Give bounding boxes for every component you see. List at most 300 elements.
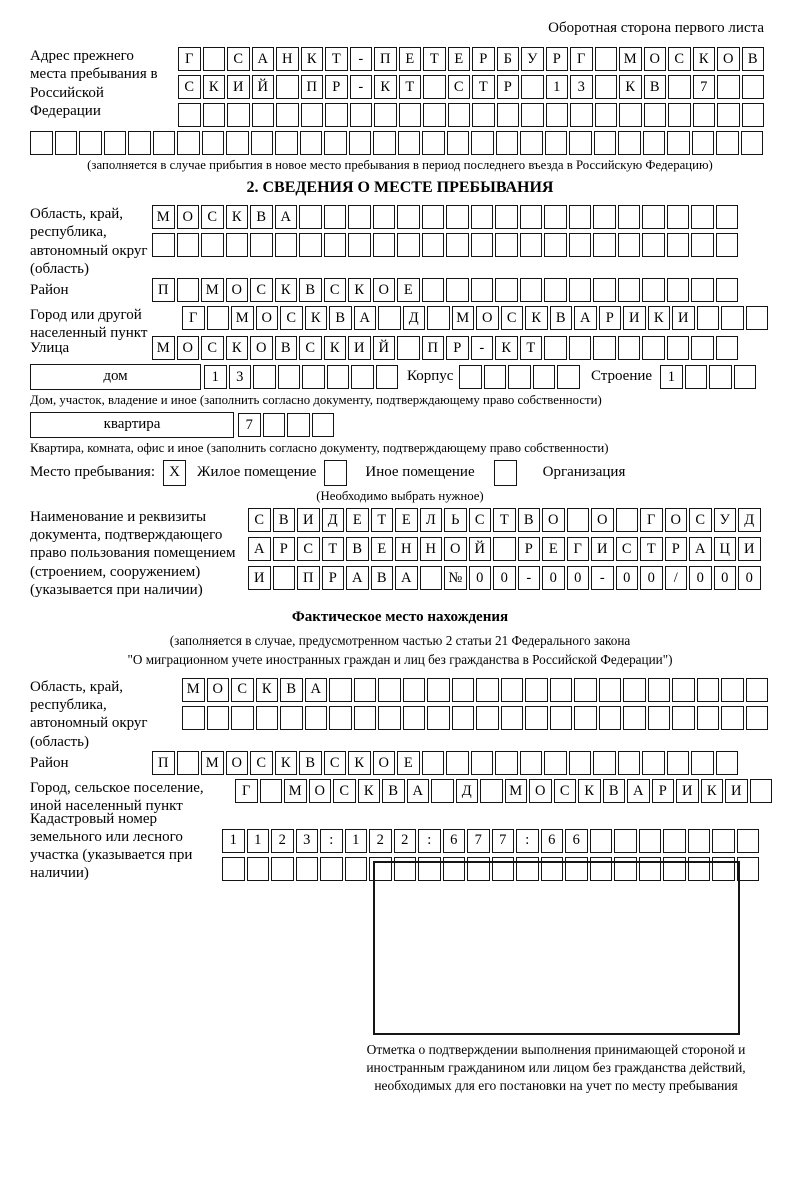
char-cell <box>618 336 641 360</box>
char-cell: В <box>346 537 369 561</box>
char-cell: 1 <box>660 365 683 389</box>
char-cell <box>348 233 371 257</box>
char-cell: О <box>256 306 279 330</box>
section2-title: 2. СВЕДЕНИЯ О МЕСТЕ ПРЕБЫВАНИЯ <box>246 179 554 196</box>
char-cell <box>30 131 53 155</box>
char-cell <box>569 131 592 155</box>
char-cell <box>750 779 773 803</box>
char-cell <box>688 857 711 881</box>
char-cell <box>178 103 201 127</box>
char-cell: С <box>280 306 303 330</box>
dom-note: Дом, участок, владение и иное (заполнить согласно документу, подтверждающему право собственности) <box>30 392 602 407</box>
char-cell <box>616 508 639 532</box>
kadastr-label: Кадастровый номер земельного или лесного участка (указывается при наличии) <box>30 810 193 882</box>
char-cell <box>484 365 507 389</box>
char-cell: 0 <box>493 566 516 590</box>
char-cell <box>276 103 299 127</box>
gorod-label: Город или другой населенный пункт <box>30 307 148 342</box>
char-cell: Ь <box>444 508 467 532</box>
char-cell <box>712 829 735 853</box>
char-cell <box>618 751 641 775</box>
char-cell: П <box>152 751 175 775</box>
char-cell <box>324 233 347 257</box>
char-cell <box>533 365 556 389</box>
char-cell <box>471 751 494 775</box>
char-cell <box>325 103 348 127</box>
char-cell <box>642 751 665 775</box>
char-cell: Г <box>570 47 593 71</box>
char-cell <box>280 706 303 730</box>
char-cell: П <box>152 278 175 302</box>
char-cell <box>663 829 686 853</box>
char-cell: 0 <box>738 566 761 590</box>
actual-location-note <box>30 632 770 669</box>
char-cell: К <box>305 306 328 330</box>
char-cell <box>256 706 279 730</box>
char-cell: Й <box>252 75 275 99</box>
char-cell <box>721 306 744 330</box>
char-cell <box>324 205 347 229</box>
char-cell: 7 <box>238 413 261 437</box>
char-cell: П <box>301 75 324 99</box>
char-cell: В <box>644 75 667 99</box>
char-cell: № <box>444 566 467 590</box>
gorod-row <box>182 306 768 330</box>
char-cell: В <box>273 508 296 532</box>
char-cell: И <box>676 779 699 803</box>
char-cell <box>619 103 642 127</box>
char-cell: Е <box>397 751 420 775</box>
char-cell <box>697 678 720 702</box>
char-cell <box>546 103 569 127</box>
char-cell <box>373 205 396 229</box>
char-cell <box>476 678 499 702</box>
char-cell <box>716 131 739 155</box>
char-cell <box>378 306 401 330</box>
char-cell <box>709 365 732 389</box>
actual-location-title: Фактическое место нахождения <box>291 609 509 626</box>
char-cell <box>595 75 618 99</box>
char-cell <box>642 233 665 257</box>
gorod2-row <box>235 779 772 803</box>
char-cell <box>427 678 450 702</box>
prev-address-label: Адрес прежнего места пребывания в Российской Федерации <box>30 48 158 119</box>
char-cell <box>593 751 616 775</box>
char-cell <box>667 205 690 229</box>
char-cell: Н <box>420 537 443 561</box>
char-cell <box>691 233 714 257</box>
char-cell <box>448 103 471 127</box>
char-cell: Т <box>423 47 446 71</box>
char-cell <box>508 365 531 389</box>
char-cell <box>639 857 662 881</box>
char-cell <box>570 103 593 127</box>
char-cell: К <box>619 75 642 99</box>
char-cell: О <box>542 508 565 532</box>
char-cell <box>397 205 420 229</box>
char-cell <box>721 706 744 730</box>
char-cell: С <box>227 47 250 71</box>
org-label: Организация <box>542 464 626 481</box>
char-cell: С <box>201 336 224 360</box>
char-cell <box>574 678 597 702</box>
char-cell: С <box>178 75 201 99</box>
char-cell <box>403 706 426 730</box>
char-cell: Р <box>518 537 541 561</box>
char-cell <box>350 103 373 127</box>
char-cell: 1 <box>247 829 270 853</box>
checkbox-inoe <box>324 460 347 486</box>
oblast2-row-2 <box>182 706 768 730</box>
char-cell <box>569 336 592 360</box>
char-cell: И <box>248 566 271 590</box>
char-cell <box>521 75 544 99</box>
char-cell <box>278 365 301 389</box>
char-cell <box>422 278 445 302</box>
char-cell <box>667 131 690 155</box>
char-cell <box>152 233 175 257</box>
char-cell <box>618 278 641 302</box>
char-cell <box>471 278 494 302</box>
char-cell: О <box>207 678 230 702</box>
char-cell: С <box>668 47 691 71</box>
char-cell <box>716 751 739 775</box>
char-cell: С <box>554 779 577 803</box>
char-cell: Л <box>420 508 443 532</box>
char-cell <box>712 857 735 881</box>
char-cell: Д <box>403 306 426 330</box>
char-cell <box>351 365 374 389</box>
char-cell: - <box>350 75 373 99</box>
kvartira-box: квартира <box>30 412 234 438</box>
char-cell: 2 <box>394 829 417 853</box>
char-cell <box>544 751 567 775</box>
document-rows <box>248 508 761 590</box>
document-label: Наименование и реквизиты документа, подтверждающего право пользования помещением (строением, сооружением) (указывается при наличии) <box>30 508 236 598</box>
char-cell: О <box>529 779 552 803</box>
char-cell <box>446 205 469 229</box>
char-cell: С <box>324 751 347 775</box>
char-cell <box>697 306 720 330</box>
char-cell: О <box>444 537 467 561</box>
char-cell: А <box>395 566 418 590</box>
prev-address-note: (заполняется в случае прибытия в новое место пребывания в период последнего въезда в Российскую Федерацию) <box>87 158 713 172</box>
char-cell: 3 <box>570 75 593 99</box>
raion-row <box>152 278 738 302</box>
prev-address-row-4 <box>30 131 770 155</box>
char-cell: М <box>152 336 175 360</box>
char-cell <box>177 751 200 775</box>
char-cell: О <box>226 278 249 302</box>
char-cell <box>329 706 352 730</box>
char-cell <box>348 205 371 229</box>
char-cell: Т <box>325 47 348 71</box>
char-cell: 1 <box>204 365 227 389</box>
stamp-section <box>344 861 768 1095</box>
char-cell <box>452 706 475 730</box>
char-cell <box>452 678 475 702</box>
char-cell: - <box>591 566 614 590</box>
char-cell <box>422 131 445 155</box>
dom-cells <box>204 365 398 389</box>
char-cell: К <box>525 306 548 330</box>
char-cell <box>305 706 328 730</box>
stroenie-cells <box>660 365 756 389</box>
document-field <box>30 508 770 599</box>
oblast2-row-1 <box>182 678 768 702</box>
char-cell: Р <box>652 779 675 803</box>
char-cell <box>663 857 686 881</box>
char-cell <box>472 103 495 127</box>
char-cell <box>599 706 622 730</box>
char-cell <box>520 205 543 229</box>
char-cell: Й <box>469 537 492 561</box>
char-cell: И <box>227 75 250 99</box>
char-cell: С <box>333 779 356 803</box>
char-cell: Е <box>399 47 422 71</box>
char-cell <box>569 278 592 302</box>
raion2-label: Район <box>30 754 69 771</box>
char-cell <box>516 857 539 881</box>
char-cell: О <box>177 336 200 360</box>
char-cell <box>354 678 377 702</box>
char-cell <box>668 75 691 99</box>
char-cell <box>569 233 592 257</box>
char-cell <box>594 131 617 155</box>
mesto-note: (Необходимо выбрать нужное) <box>316 488 484 503</box>
char-cell: : <box>418 829 441 853</box>
char-cell <box>427 306 450 330</box>
char-cell <box>329 678 352 702</box>
char-cell: В <box>518 508 541 532</box>
raion-field <box>30 278 770 302</box>
char-cell: С <box>248 508 271 532</box>
char-cell: Д <box>738 508 761 532</box>
char-cell: П <box>297 566 320 590</box>
char-cell: - <box>471 336 494 360</box>
char-cell: Т <box>322 537 345 561</box>
char-cell <box>276 75 299 99</box>
inoe-label: Иное помещение <box>365 464 475 481</box>
ulitsa-field <box>30 336 770 360</box>
char-cell <box>349 131 372 155</box>
char-cell: И <box>725 779 748 803</box>
char-cell <box>520 278 543 302</box>
char-cell <box>300 131 323 155</box>
char-cell: В <box>371 566 394 590</box>
char-cell <box>153 131 176 155</box>
char-cell: 3 <box>229 365 252 389</box>
char-cell: М <box>201 751 224 775</box>
prev-address-row-2 <box>178 75 764 99</box>
char-cell: Р <box>325 75 348 99</box>
char-cell: 0 <box>640 566 663 590</box>
char-cell <box>593 336 616 360</box>
char-cell: К <box>578 779 601 803</box>
char-cell: О <box>665 508 688 532</box>
char-cell <box>231 706 254 730</box>
char-cell <box>476 706 499 730</box>
char-cell <box>446 278 469 302</box>
raion-label: Район <box>30 282 69 299</box>
char-cell <box>593 205 616 229</box>
char-cell <box>614 857 637 881</box>
char-cell: Р <box>446 336 469 360</box>
char-cell: В <box>382 779 405 803</box>
ulitsa-row <box>152 336 738 360</box>
char-cell <box>201 233 224 257</box>
char-cell: В <box>550 306 573 330</box>
stamp-note: Отметка о подтверждении выполнения принимающей стороной и иностранным гражданином или лицом без гражданства действий, необходимых для его постановки на учет по месту пребывания <box>366 1041 746 1093</box>
char-cell <box>525 706 548 730</box>
char-cell <box>734 365 757 389</box>
char-cell <box>642 336 665 360</box>
kvartira-row <box>30 412 770 438</box>
oblast2-label: Область, край, республика, автономный округ (область) <box>30 678 148 750</box>
char-cell <box>423 103 446 127</box>
char-cell: К <box>275 751 298 775</box>
char-cell <box>227 103 250 127</box>
char-cell: Р <box>599 306 622 330</box>
dom-row <box>30 364 770 390</box>
char-cell: Е <box>397 278 420 302</box>
char-cell <box>618 233 641 257</box>
char-cell <box>403 678 426 702</box>
char-cell <box>544 336 567 360</box>
char-cell <box>253 365 276 389</box>
char-cell <box>177 131 200 155</box>
char-cell <box>296 857 319 881</box>
char-cell: 6 <box>565 829 588 853</box>
char-cell: Р <box>497 75 520 99</box>
char-cell <box>427 706 450 730</box>
char-cell <box>446 751 469 775</box>
char-cell <box>467 857 490 881</box>
char-cell <box>618 131 641 155</box>
char-cell: 1 <box>345 829 368 853</box>
char-cell <box>691 336 714 360</box>
char-cell: В <box>299 278 322 302</box>
char-cell: К <box>348 278 371 302</box>
char-cell: Т <box>371 508 394 532</box>
char-cell: 0 <box>469 566 492 590</box>
char-cell <box>301 103 324 127</box>
char-cell: 2 <box>271 829 294 853</box>
char-cell <box>642 205 665 229</box>
char-cell <box>716 336 739 360</box>
char-cell <box>394 857 417 881</box>
char-cell: С <box>231 678 254 702</box>
char-cell <box>496 131 519 155</box>
char-cell: О <box>644 47 667 71</box>
char-cell <box>398 131 421 155</box>
char-cell <box>746 706 769 730</box>
char-cell <box>252 103 275 127</box>
char-cell <box>420 566 443 590</box>
char-cell: А <box>346 566 369 590</box>
char-cell <box>128 131 151 155</box>
char-cell <box>354 706 377 730</box>
char-cell: Т <box>640 537 663 561</box>
char-cell <box>250 233 273 257</box>
char-cell: В <box>275 336 298 360</box>
char-cell <box>520 751 543 775</box>
char-cell: 0 <box>714 566 737 590</box>
char-cell <box>693 103 716 127</box>
char-cell: С <box>616 537 639 561</box>
char-cell <box>569 751 592 775</box>
char-cell: К <box>324 336 347 360</box>
char-cell <box>324 131 347 155</box>
char-cell: Р <box>273 537 296 561</box>
char-cell <box>493 537 516 561</box>
char-cell: Е <box>542 537 565 561</box>
char-cell <box>422 751 445 775</box>
char-cell: О <box>177 205 200 229</box>
char-cell <box>271 857 294 881</box>
char-cell <box>667 278 690 302</box>
char-cell <box>746 678 769 702</box>
char-cell: О <box>373 751 396 775</box>
char-cell <box>648 706 671 730</box>
kvartira-cells <box>238 413 334 437</box>
char-cell: 7 <box>492 829 515 853</box>
char-cell <box>644 103 667 127</box>
char-cell <box>623 678 646 702</box>
char-cell: К <box>374 75 397 99</box>
korpus-cells <box>459 365 580 389</box>
char-cell <box>639 829 662 853</box>
char-cell <box>746 306 769 330</box>
char-cell <box>618 205 641 229</box>
char-cell <box>376 365 399 389</box>
char-cell: И <box>297 508 320 532</box>
kvartira-note: Квартира, комната, офис и иное (заполнить согласно документу, подтверждающему право собственности) <box>30 440 609 455</box>
char-cell <box>79 131 102 155</box>
oblast2-field <box>30 678 770 751</box>
char-cell <box>565 857 588 881</box>
char-cell <box>226 131 249 155</box>
char-cell: К <box>348 751 371 775</box>
char-cell <box>557 365 580 389</box>
char-cell: В <box>250 205 273 229</box>
char-cell: И <box>738 537 761 561</box>
char-cell <box>737 857 760 881</box>
char-cell: М <box>619 47 642 71</box>
char-cell: К <box>275 278 298 302</box>
char-cell: Й <box>373 336 396 360</box>
actual-location-note-line2: "О миграционном учете иностранных граждан и лиц без гражданства в Российской Федерации") <box>127 652 673 667</box>
char-cell <box>345 857 368 881</box>
char-cell: И <box>591 537 614 561</box>
char-cell: И <box>623 306 646 330</box>
kadastr-row-1 <box>222 829 759 853</box>
char-cell: М <box>231 306 254 330</box>
char-cell <box>520 233 543 257</box>
char-cell <box>691 278 714 302</box>
char-cell <box>691 751 714 775</box>
char-cell <box>672 678 695 702</box>
char-cell: У <box>714 508 737 532</box>
back-side-note: Оборотная сторона первого листа <box>548 20 764 36</box>
char-cell <box>593 278 616 302</box>
char-cell <box>480 779 503 803</box>
char-cell <box>623 706 646 730</box>
oblast-field <box>30 205 770 278</box>
char-cell <box>418 857 441 881</box>
char-cell <box>525 678 548 702</box>
char-cell: Е <box>448 47 471 71</box>
